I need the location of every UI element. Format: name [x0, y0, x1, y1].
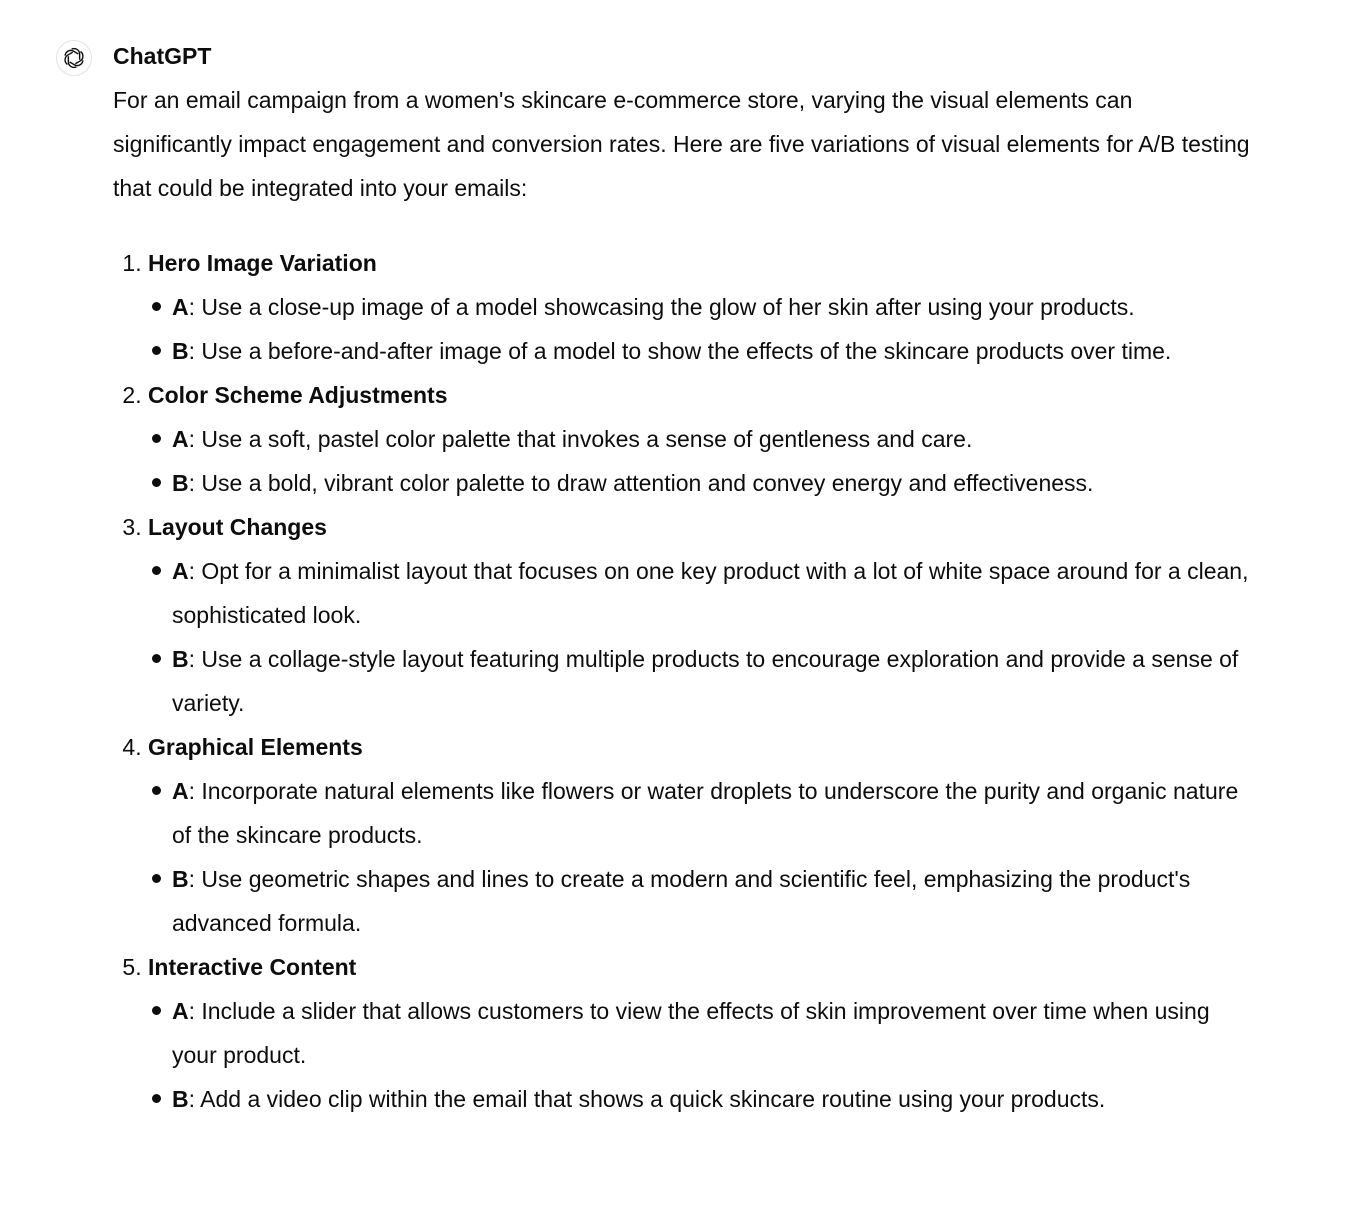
option-item: [172, 549, 1252, 637]
openai-logo-icon: [61, 45, 87, 71]
option-list: [148, 769, 1296, 945]
option-item: [172, 989, 1252, 1077]
item-title: Hero Image Variation: [148, 250, 377, 276]
option-label: A: [172, 426, 189, 452]
option-text: : Use a close-up image of a model showcasing the glow of her skin after using your products.: [188, 294, 1135, 320]
option-text: : Add a video clip within the email that shows a quick skincare routine using your products.: [188, 1086, 1106, 1112]
option-text: : Use a collage-style layout featuring multiple products to encourage exploration and provide a sense of variety.: [172, 646, 1239, 716]
option-label: A: [172, 998, 189, 1024]
option-label: A: [172, 778, 189, 804]
bullet-icon: [152, 1094, 161, 1103]
option-label: B: [172, 646, 189, 672]
option-item: [172, 1077, 1252, 1121]
option-label: B: [172, 1086, 189, 1112]
option-item: [172, 461, 1252, 505]
variation-list: [113, 241, 1296, 1121]
option-label: A: [172, 558, 189, 584]
list-item: [148, 241, 1296, 373]
item-title: Color Scheme Adjustments: [148, 382, 448, 408]
avatar: [56, 40, 92, 76]
option-list: [148, 549, 1296, 725]
list-item: [148, 373, 1296, 505]
bullet-icon: [152, 1006, 161, 1015]
author-name: ChatGPT: [113, 43, 212, 69]
assistant-message: [56, 38, 1296, 1121]
list-item: [148, 725, 1296, 945]
bullet-icon: [152, 434, 161, 443]
option-label: A: [172, 294, 189, 320]
bullet-icon: [152, 346, 161, 355]
option-text: : Include a slider that allows customers to view the effects of skin improvement over time when using your product.: [172, 998, 1210, 1068]
option-item: [172, 329, 1252, 373]
option-text: : Opt for a minimalist layout that focuses on one key product with a lot of white space around for a clean, sophisticated look.: [172, 558, 1249, 628]
option-item: [172, 417, 1252, 461]
option-label: B: [172, 470, 189, 496]
bullet-icon: [152, 566, 161, 575]
bullet-icon: [152, 302, 161, 311]
option-text: : Use geometric shapes and lines to create a modern and scientific feel, emphasizing the product's advanced formula.: [172, 866, 1191, 936]
option-text: : Incorporate natural elements like flowers or water droplets to underscore the purity and organic nature of the skincare products.: [172, 778, 1239, 848]
list-item: [148, 945, 1296, 1121]
bullet-icon: [152, 874, 161, 883]
option-list: [148, 285, 1296, 373]
bullet-icon: [152, 478, 161, 487]
intro-paragraph: For an email campaign from a women's skincare e-commerce store, varying the visual elements can significantly impact engagement and conversion rates. Here are five variations of visual elements for A/B testing that could be integrated into your emails:: [113, 87, 1250, 201]
item-title: Graphical Elements: [148, 734, 363, 760]
option-item: [172, 857, 1252, 945]
option-label: B: [172, 866, 189, 892]
option-list: [148, 989, 1296, 1121]
option-item: [172, 769, 1252, 857]
option-text: : Use a bold, vibrant color palette to draw attention and convey energy and effectiveness.: [188, 470, 1094, 496]
option-item: [172, 637, 1252, 725]
message-content: [113, 38, 1296, 1121]
item-title: Interactive Content: [148, 954, 357, 980]
option-text: : Use a before-and-after image of a model to show the effects of the skincare products over time.: [188, 338, 1172, 364]
bullet-icon: [152, 786, 161, 795]
list-item: [148, 505, 1296, 725]
bullet-icon: [152, 654, 161, 663]
option-label: B: [172, 338, 189, 364]
option-item: [172, 285, 1252, 329]
option-list: [148, 417, 1296, 505]
option-text: : Use a soft, pastel color palette that invokes a sense of gentleness and care.: [188, 426, 973, 452]
item-title: Layout Changes: [148, 514, 327, 540]
